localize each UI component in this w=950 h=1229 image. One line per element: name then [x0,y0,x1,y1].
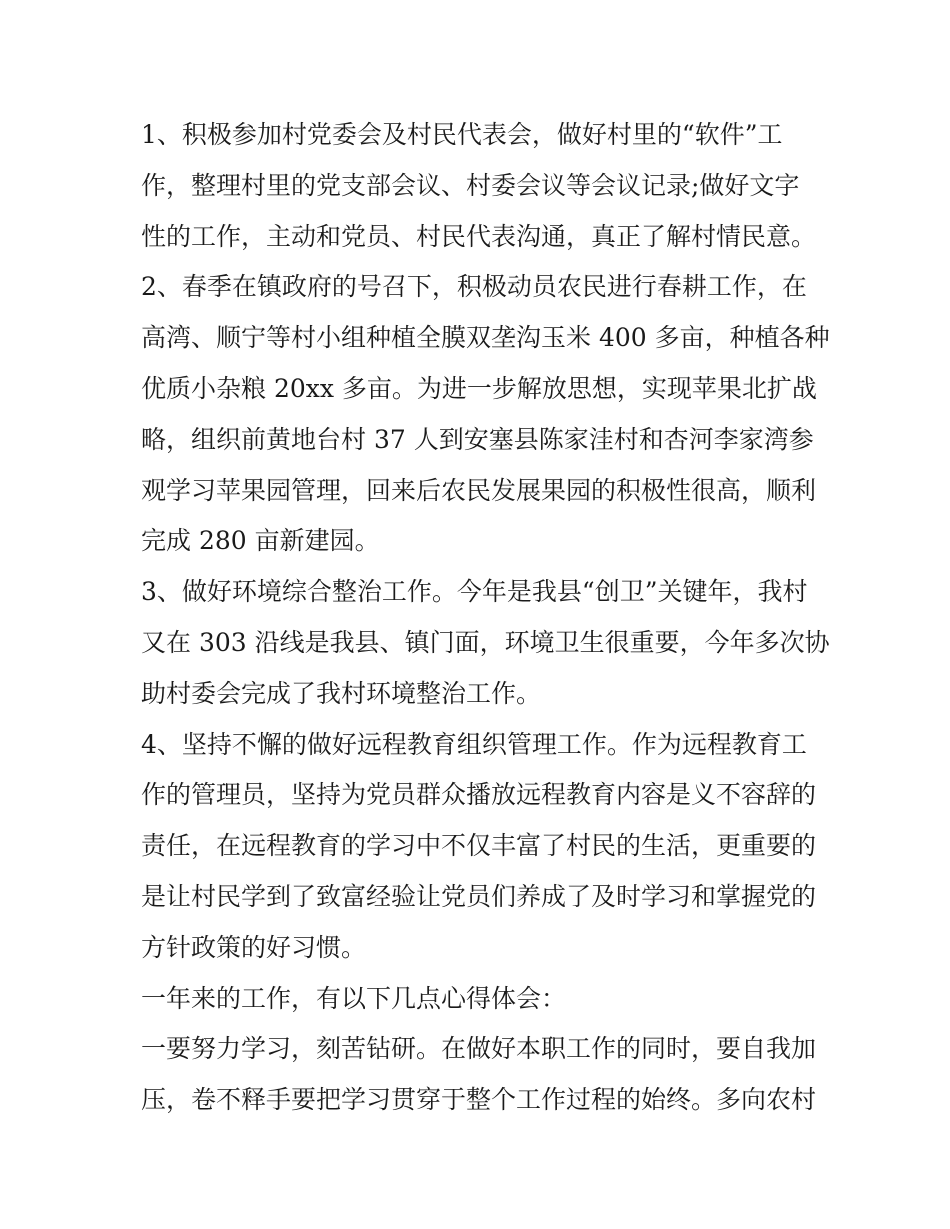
text-line: 3、做好环境综合整治工作。今年是我县“创卫”关键年，我村 [141,577,808,607]
text-line: 责任，在远程教育的学习中不仅丰富了村民的生活，更重要的 [141,831,817,861]
text-line: 又在 303 沿线是我县、镇门面，环境卫生很重要，今年多次协 [141,627,830,657]
text-line: 优质小杂粮 20xx 多亩。为进一步解放思想，实现苹果北扩战 [141,373,817,403]
text-line: 作，整理村里的党支部会议、村委会议等会议记录;做好文字 [141,170,800,200]
text-line: 是让村民学到了致富经验让党员们养成了及时学习和掌握党的 [141,881,817,911]
text-line: 作的管理员，坚持为党员群众播放远程教育内容是义不容辞的 [141,780,817,810]
text-line: 一要努力学习，刻苦钻研。在做好本职工作的同时，要自我加 [141,1034,817,1064]
document-body [141,110,830,1126]
text-line: 性的工作，主动和党员、村民代表沟通，真正了解村情民意。 [141,221,817,251]
text-line: 助村委会完成了我村环境整治工作。 [141,678,542,708]
text-line: 4、坚持不懈的做好远程教育组织管理工作。作为远程教育工 [141,729,807,759]
text-line: 1、积极参加村党委会及村民代表会，做好村里的“软件”工 [141,120,783,149]
text-line: 略，组织前黄地台村 37 人到安塞县陈家洼村和杏河李家湾参 [141,424,814,454]
text-line: 完成 280 亩新建园。 [141,526,380,556]
text-line: 2、春季在镇政府的号召下，积极动员农民进行春耕工作，在 [141,272,807,302]
text-line: 压，卷不释手要把学习贯穿于整个工作过程的始终。多向农村 [141,1085,817,1115]
text-line: 观学习苹果园管理，回来后农民发展果园的积极性很高，顺利 [141,475,817,505]
text-line: 一年来的工作，有以下几点心得体会： [141,983,567,1013]
text-line: 高湾、顺宁等村小组种植全膜双垄沟玉米 400 多亩，种植各种 [141,323,830,353]
text-line: 方针政策的好习惯。 [141,932,367,962]
